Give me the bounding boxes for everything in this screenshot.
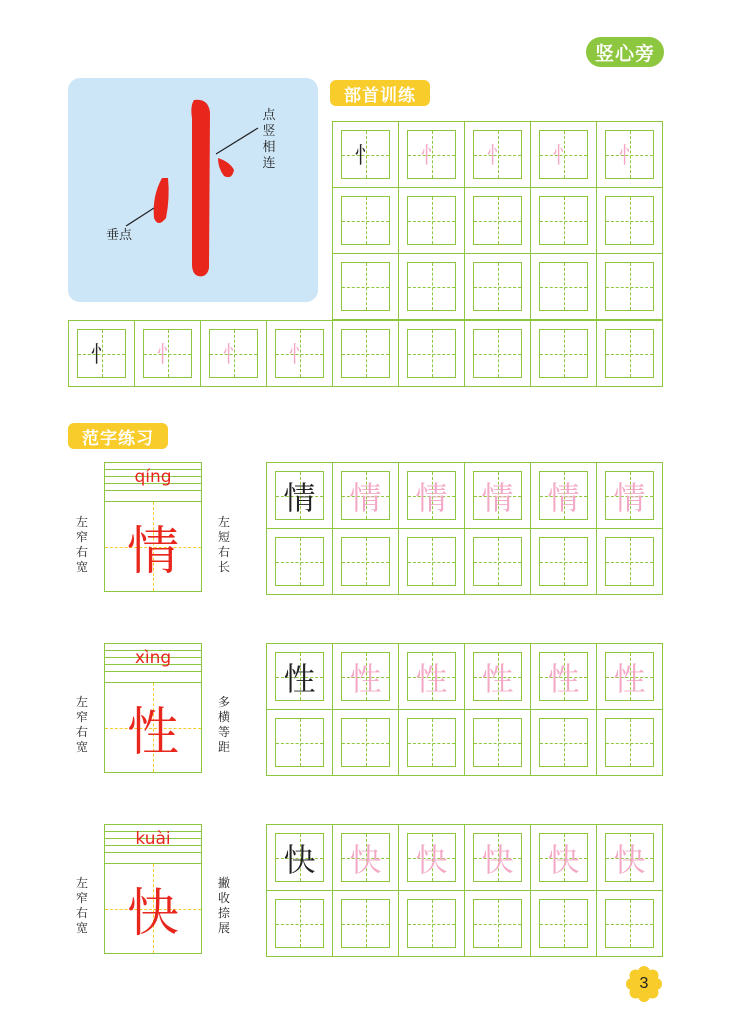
section-tag-example-practice: 范字练习 [68, 423, 168, 449]
grid-cell[interactable]: 情 [465, 463, 531, 529]
grid-cell[interactable] [531, 710, 597, 776]
grid-cell[interactable]: 忄 [69, 321, 135, 387]
grid-cell[interactable]: 性 [399, 644, 465, 710]
grid-cell[interactable] [531, 321, 597, 387]
grid-cell[interactable]: 情 [597, 463, 663, 529]
grid-cell[interactable] [333, 710, 399, 776]
grid-cell[interactable]: 性 [267, 644, 333, 710]
grid-cell[interactable] [531, 529, 597, 595]
grid-cell[interactable] [267, 710, 333, 776]
grid-cell[interactable] [399, 710, 465, 776]
note-left-3: 左 窄 右 宽 [75, 876, 88, 935]
grid-cell[interactable]: 快 [531, 825, 597, 891]
grid-cell[interactable] [333, 891, 399, 957]
model-char-2: 性 [126, 703, 179, 763]
char-practice-grid-3 [266, 824, 663, 957]
model-char-box-1 [104, 462, 202, 592]
grid-cell[interactable]: 情 [399, 463, 465, 529]
grid-cell[interactable] [465, 891, 531, 957]
grid-cell[interactable] [267, 529, 333, 595]
grid-cell[interactable] [597, 321, 663, 387]
grid-cell[interactable] [597, 710, 663, 776]
grid-cell[interactable] [465, 188, 531, 254]
grid-cell[interactable] [465, 529, 531, 595]
grid-cell[interactable] [597, 891, 663, 957]
radical-stroke-diagram [68, 78, 318, 302]
grid-cell[interactable]: 快 [333, 825, 399, 891]
grid-cell[interactable]: 情 [267, 463, 333, 529]
grid-cell[interactable]: 性 [597, 644, 663, 710]
model-char-1: 情 [126, 522, 179, 582]
grid-cell[interactable] [333, 188, 399, 254]
grid-cell[interactable]: 性 [333, 644, 399, 710]
grid-cell[interactable]: 忄 [267, 321, 333, 387]
grid-cell[interactable]: 性 [465, 644, 531, 710]
label-hanging-dot: 垂点 [106, 228, 133, 243]
grid-cell[interactable]: 快 [597, 825, 663, 891]
grid-cell[interactable] [465, 710, 531, 776]
grid-cell[interactable] [531, 188, 597, 254]
grid-cell[interactable] [399, 321, 465, 387]
grid-cell[interactable] [333, 254, 399, 320]
model-char-3: 快 [126, 884, 179, 944]
grid-cell[interactable] [531, 254, 597, 320]
grid-cell[interactable]: 情 [333, 463, 399, 529]
model-char-box-2 [104, 643, 202, 773]
grid-cell[interactable] [399, 891, 465, 957]
grid-cell[interactable] [333, 529, 399, 595]
label-dot-vertical-connected: 点 竖 相 连 [262, 108, 276, 171]
grid-cell[interactable]: 快 [399, 825, 465, 891]
grid-cell[interactable]: 忄 [201, 321, 267, 387]
grid-cell[interactable] [267, 891, 333, 957]
radical-practice-grid-bottom [68, 320, 663, 387]
pinyin-1: qíng [134, 467, 172, 487]
page-number: 3 [639, 975, 649, 992]
note-right-2: 多 横 等 距 [217, 695, 230, 754]
note-left-2: 左 窄 右 宽 [75, 695, 88, 754]
pinyin-2: xìng [134, 648, 172, 668]
grid-cell[interactable]: 忄 [333, 122, 399, 188]
radical-illustration-panel [68, 78, 318, 302]
grid-cell[interactable]: 忄 [465, 122, 531, 188]
grid-cell[interactable] [399, 254, 465, 320]
grid-cell[interactable] [597, 529, 663, 595]
grid-cell[interactable]: 快 [267, 825, 333, 891]
grid-cell[interactable] [597, 188, 663, 254]
char-practice-grid-2 [266, 643, 663, 776]
grid-cell[interactable] [399, 188, 465, 254]
model-char-box-3 [104, 824, 202, 954]
grid-cell[interactable]: 忄 [135, 321, 201, 387]
grid-cell[interactable] [465, 321, 531, 387]
note-left-1: 左 窄 右 宽 [75, 515, 88, 574]
page-title: 竖心旁 [586, 37, 664, 67]
note-right-3: 撇 收 捺 展 [217, 876, 230, 935]
section-tag-radical-training: 部首训练 [330, 80, 430, 106]
grid-cell[interactable] [465, 254, 531, 320]
grid-cell[interactable]: 忄 [531, 122, 597, 188]
grid-cell[interactable]: 快 [465, 825, 531, 891]
radical-practice-grid-top [332, 121, 663, 320]
grid-cell[interactable]: 情 [531, 463, 597, 529]
grid-cell[interactable]: 忄 [597, 122, 663, 188]
grid-cell[interactable]: 性 [531, 644, 597, 710]
page-number-badge [626, 966, 662, 1002]
pinyin-3: kuài [135, 829, 171, 849]
grid-cell[interactable] [333, 321, 399, 387]
grid-cell[interactable] [399, 529, 465, 595]
grid-cell[interactable]: 忄 [399, 122, 465, 188]
note-right-1: 左 短 右 长 [217, 515, 230, 574]
grid-cell[interactable] [597, 254, 663, 320]
grid-cell[interactable] [531, 891, 597, 957]
char-practice-grid-1 [266, 462, 663, 595]
